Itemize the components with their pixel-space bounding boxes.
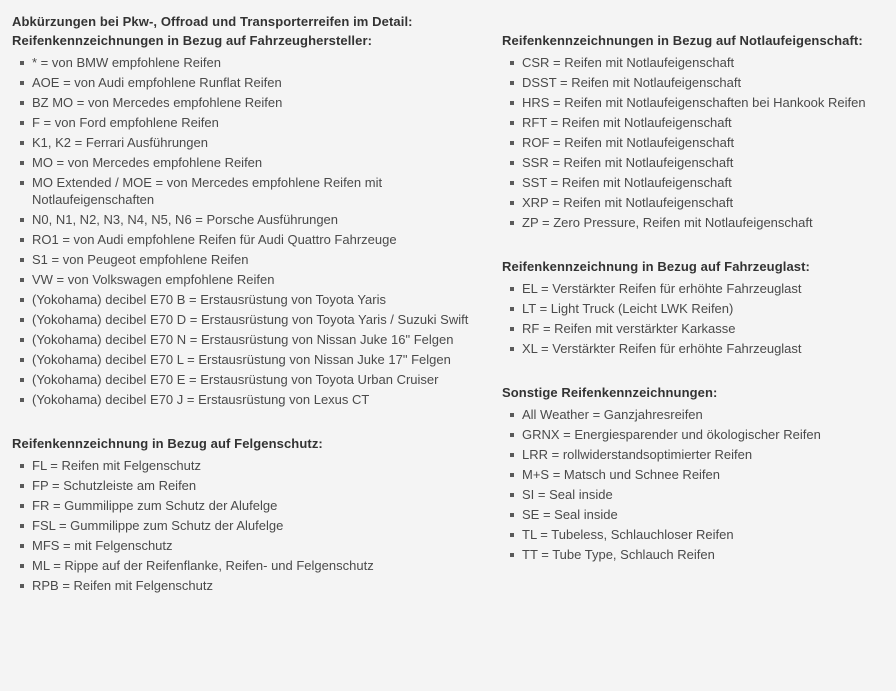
abbreviation-section [502, 259, 888, 357]
list-item-text: GRNX = Energiesparender und ökologischer Reifen [522, 427, 821, 442]
section-heading-reifenkennzeichnung-in-bezug-auf-fahrzeuglast: Reifenkennzeichnung in Bezug auf Fahrzeuglast: [502, 259, 810, 274]
list-item [12, 251, 482, 268]
list-item [12, 54, 482, 71]
list-item [502, 54, 888, 71]
list-item [12, 477, 482, 494]
right-column [502, 33, 888, 566]
list-item [502, 174, 888, 191]
list-item-text: TL = Tubeless, Schlauchloser Reifen [522, 527, 734, 542]
list-item [12, 271, 482, 288]
abbreviation-list [502, 54, 888, 231]
list-item [12, 134, 482, 151]
list-item [12, 291, 482, 308]
list-item-text: K1, K2 = Ferrari Ausführungen [32, 135, 208, 150]
list-item [502, 114, 888, 131]
section-heading-reifenkennzeichnungen-in-bezug-auf-notlaufeigens: Reifenkennzeichnungen in Bezug auf Notlaufeigenschaft: [502, 33, 863, 48]
list-item [12, 457, 482, 474]
list-item [502, 446, 888, 463]
list-item-text: SI = Seal inside [522, 487, 613, 502]
list-item-text: LT = Light Truck (Leicht LWK Reifen) [522, 301, 734, 316]
list-item-text: AOE = von Audi empfohlene Runflat Reifen [32, 75, 282, 90]
list-item-text: SST = Reifen mit Notlaufeigenschaft [522, 175, 732, 190]
list-item [502, 74, 888, 91]
section-heading-reifenkennzeichnung-in-bezug-auf-felgenschutz: Reifenkennzeichnung in Bezug auf Felgenschutz: [12, 436, 323, 451]
list-item-text: MO = von Mercedes empfohlene Reifen [32, 155, 263, 170]
list-item [502, 94, 888, 111]
list-item [12, 577, 482, 594]
list-item-text: TT = Tube Type, Schlauch Reifen [522, 547, 715, 562]
list-item-text: HRS = Reifen mit Notlaufeigenschaften bei Hankook Reifen [522, 95, 866, 110]
list-item-text: MFS = mit Felgenschutz [32, 538, 173, 553]
list-item [502, 486, 888, 503]
list-item [12, 311, 482, 328]
list-item [502, 320, 888, 337]
list-item [502, 526, 888, 543]
list-item-text: CSR = Reifen mit Notlaufeigenschaft [522, 55, 735, 70]
list-item [502, 426, 888, 443]
list-item-text: FL = Reifen mit Felgenschutz [32, 458, 201, 473]
list-item-text: ML = Rippe auf der Reifenflanke, Reifen- und Felgenschutz [32, 558, 374, 573]
list-item-text: (Yokohama) decibel E70 E = Erstausrüstung von Toyota Urban Cruiser [32, 372, 439, 387]
list-item-text: ZP = Zero Pressure, Reifen mit Notlaufeigenschaft [522, 215, 813, 230]
list-item-text: F = von Ford empfohlene Reifen [32, 115, 219, 130]
abbreviation-list [12, 54, 482, 408]
list-item [12, 517, 482, 534]
list-item [502, 406, 888, 423]
list-item [12, 497, 482, 514]
left-column [12, 33, 482, 597]
list-item-text: EL = Verstärkter Reifen für erhöhte Fahrzeuglast [522, 281, 802, 296]
list-item-text: M+S = Matsch und Schnee Reifen [522, 467, 721, 482]
list-item [12, 74, 482, 91]
abbreviation-list [502, 406, 888, 563]
list-item [12, 371, 482, 388]
list-item-text: * = von BMW empfohlene Reifen [32, 55, 221, 70]
list-item-text: (Yokohama) decibel E70 L = Erstausrüstung von Nissan Juke 17" Felgen [32, 352, 451, 367]
list-item [502, 546, 888, 563]
list-item [12, 114, 482, 131]
list-item-text: SSR = Reifen mit Notlaufeigenschaft [522, 155, 734, 170]
list-item [12, 211, 482, 228]
list-item-text: DSST = Reifen mit Notlaufeigenschaft [522, 75, 742, 90]
abbreviation-section [12, 436, 482, 594]
list-item [12, 537, 482, 554]
list-item-text: ROF = Reifen mit Notlaufeigenschaft [522, 135, 735, 150]
list-item-text: RPB = Reifen mit Felgenschutz [32, 578, 213, 593]
list-item [502, 134, 888, 151]
list-item [12, 154, 482, 171]
list-item [12, 557, 482, 574]
list-item-text: (Yokohama) decibel E70 J = Erstausrüstung von Lexus CT [32, 392, 370, 407]
list-item-text: N0, N1, N2, N3, N4, N5, N6 = Porsche Ausführungen [32, 212, 339, 227]
list-item [502, 300, 888, 317]
list-item-text: (Yokohama) decibel E70 D = Erstausrüstung von Toyota Yaris / Suzuki Swift [32, 312, 469, 327]
abbreviation-list [12, 457, 482, 594]
list-item [502, 466, 888, 483]
list-item-text: RF = Reifen mit verstärkter Karkasse [522, 321, 736, 336]
section-heading-reifenkennzeichnungen-in-bezug-auf-fahrzeugherst: Reifenkennzeichnungen in Bezug auf Fahrzeughersteller: [12, 33, 373, 48]
list-item-text: All Weather = Ganzjahresreifen [522, 407, 703, 422]
list-item [12, 231, 482, 248]
list-item-text: FP = Schutzleiste am Reifen [32, 478, 197, 493]
list-item-text: (Yokohama) decibel E70 N = Erstausrüstung von Nissan Juke 16" Felgen [32, 332, 454, 347]
list-item [12, 351, 482, 368]
abbreviation-section [12, 33, 482, 408]
list-item-text: RO1 = von Audi empfohlene Reifen für Audi Quattro Fahrzeuge [32, 232, 397, 247]
list-item-text: FSL = Gummilippe zum Schutz der Alufelge [32, 518, 284, 533]
list-item [502, 506, 888, 523]
list-item-text: (Yokohama) decibel E70 B = Erstausrüstung von Toyota Yaris [32, 292, 386, 307]
list-item [12, 94, 482, 111]
list-item-text: MO Extended / MOE = von Mercedes empfohlene Reifen mit Notlaufeigenschaften [32, 175, 383, 207]
list-item [502, 194, 888, 211]
list-item-text: SE = Seal inside [522, 507, 618, 522]
list-item [502, 154, 888, 171]
list-item-text: XL = Verstärkter Reifen für erhöhte Fahrzeuglast [522, 341, 802, 356]
abbreviation-list [502, 280, 888, 357]
abbreviation-section [502, 385, 888, 563]
list-item [12, 391, 482, 408]
list-item [502, 280, 888, 297]
list-item [502, 340, 888, 357]
list-item [12, 331, 482, 348]
list-item-text: FR = Gummilippe zum Schutz der Alufelge [32, 498, 278, 513]
section-heading-sonstige-reifenkennzeichnungen: Sonstige Reifenkennzeichnungen: [502, 385, 718, 400]
list-item-text: BZ MO = von Mercedes empfohlene Reifen [32, 95, 283, 110]
list-item-text: VW = von Volkswagen empfohlene Reifen [32, 272, 275, 287]
list-item-text: LRR = rollwiderstandsoptimierter Reifen [522, 447, 753, 462]
list-item-text: XRP = Reifen mit Notlaufeigenschaft [522, 195, 734, 210]
list-item-text: RFT = Reifen mit Notlaufeigenschaft [522, 115, 732, 130]
list-item [502, 214, 888, 231]
list-item [12, 174, 482, 208]
abbreviation-section [502, 33, 888, 231]
page-title: Abkürzungen bei Pkw-, Offroad und Transporterreifen im Detail: [12, 13, 413, 29]
list-item-text: S1 = von Peugeot empfohlene Reifen [32, 252, 249, 267]
